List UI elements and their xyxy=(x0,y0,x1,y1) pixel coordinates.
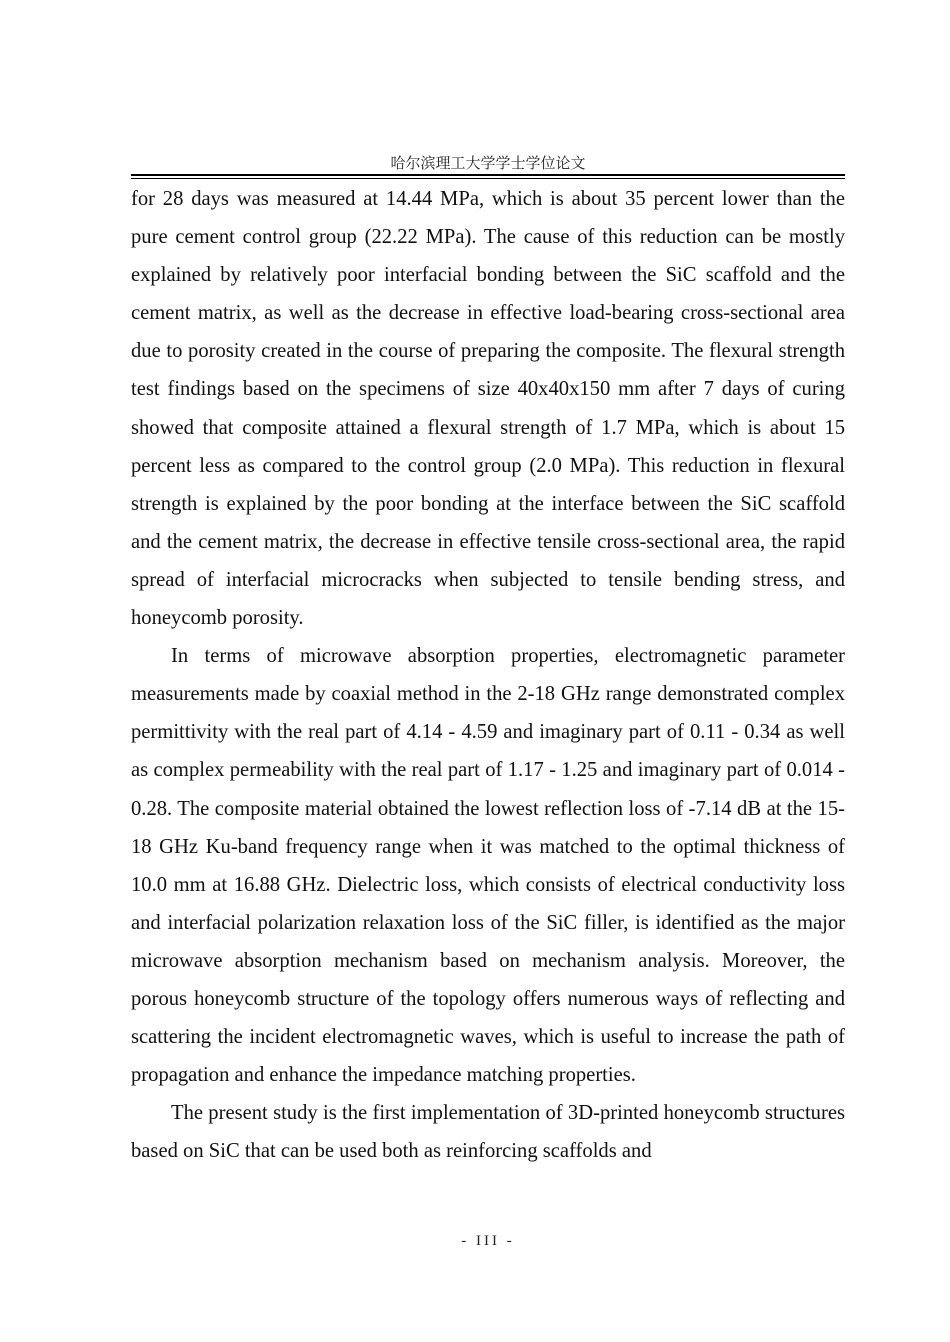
paragraph-microwave-absorption: In terms of microwave absorption properties, electromagnetic parameter measurements made by coaxial method in the 2-18 GHz range demonstrated complex permittivity with the real part of 4.14 - 4.59 and imaginary part of 0.11 - 0.34 as well as complex permeability with the real part of 1.17 - 1.25 and imaginary part of 0.014 - 0.28. The composite material obtained the lowest reflection loss of -7.14 dB at the 15-18 GHz Ku-band frequency range when it was matched to the optimal thickness of 10.0 mm at 16.88 GHz. Dielectric loss, which consists of electrical conductivity loss and interfacial polarization relaxation loss of the SiC filler, is identified as the major microwave absorption mechanism based on mechanism analysis. Moreover, the porous honeycomb structure of the topology offers numerous ways of reflecting and scattering the incident electromagnetic waves, which is useful to increase the path of propagation and enhance the impedance matching properties. xyxy=(131,645,845,1087)
running-header: 哈尔滨理工大学学士学位论文 xyxy=(390,154,586,172)
header-rule-thick xyxy=(131,174,845,176)
header-rule-thin xyxy=(131,178,845,179)
body-text xyxy=(131,180,845,1170)
paragraph-present-study: The present study is the first implementation of 3D-printed honeycomb structures based on SiC that can be used both as reinforcing scaffolds and xyxy=(131,1102,845,1163)
paragraph-continued: for 28 days was measured at 14.44 MPa, which is about 35 percent lower than the pure cement control group (22.22 MPa). The cause of this reduction can be mostly explained by relatively poor interfacial bonding between the SiC scaffold and the cement matrix, as well as the decrease in effective load-bearing cross-sectional area due to porosity created in the course of preparing the composite. The flexural strength test findings based on the specimens of size 40x40x150 mm after 7 days of curing showed that composite attained a flexural strength of 1.7 MPa, which is about 15 percent less as compared to the control group (2.0 MPa). This reduction in flexural strength is explained by the poor bonding at the interface between the SiC scaffold and the cement matrix, the decrease in effective tensile cross-sectional area, the rapid spread of interfacial microcracks when subjected to tensile bending stress, and honeycomb porosity. xyxy=(131,188,845,630)
page-number: - III - xyxy=(461,1233,515,1249)
